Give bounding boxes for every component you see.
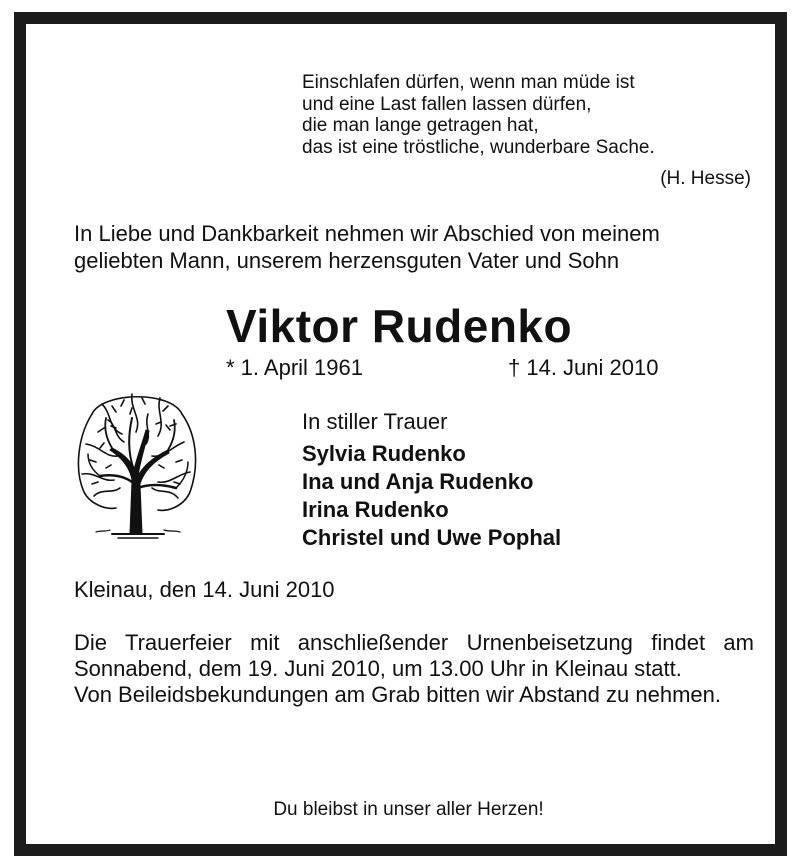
closing-line: Du bleibst in unser aller Herzen! [273,799,544,820]
mourner-name: Sylvia Rudenko [302,441,466,466]
poem-line: die man lange getragen hat, [302,115,539,136]
death-date: † 14. Juni 2010 [508,355,659,380]
mourning-heading: In stiller Trauer [302,409,448,434]
poem [302,72,762,158]
notice-paragraph: Von Beileidsbekundungen am Grab bitten wir Abstand zu nehmen. [74,682,721,707]
poem-line: das ist eine tröstliche, wunderbare Sache. [302,136,655,158]
mourner-name: Christel und Uwe Pophal [302,525,562,550]
birth-date: * 1. April 1961 [226,355,363,380]
mourner-name: Irina Rudenko [302,497,449,522]
intro-line: In Liebe und Dankbarkeit nehmen wir Abschied von meinem [74,221,660,246]
deceased-name: Viktor Rudenko [226,300,573,352]
funeral-notice [74,630,754,708]
notice-paragraph: Die Trauerfeier mit anschließender Urnenbeisetzung findet am Sonnabend, dem 19. Juni 2010, um 13.00 Uhr in Kleinau statt. [74,630,754,681]
place-date: Kleinau, den 14. Juni 2010 [74,577,335,602]
intro-line: geliebten Mann, unserem herzensguten Vater und Sohn [74,248,620,273]
mourners-list [302,440,561,552]
poem-line: und eine Last fallen lassen dürfen, [302,93,592,115]
mourner-name: Ina und Anja Rudenko [302,469,534,494]
poem-line: Einschlafen dürfen, wenn man müde ist [302,72,635,93]
poem-author: (H. Hesse) [660,168,751,189]
intro-text [74,220,764,274]
obituary-frame [14,12,787,856]
tree-icon [72,384,200,544]
